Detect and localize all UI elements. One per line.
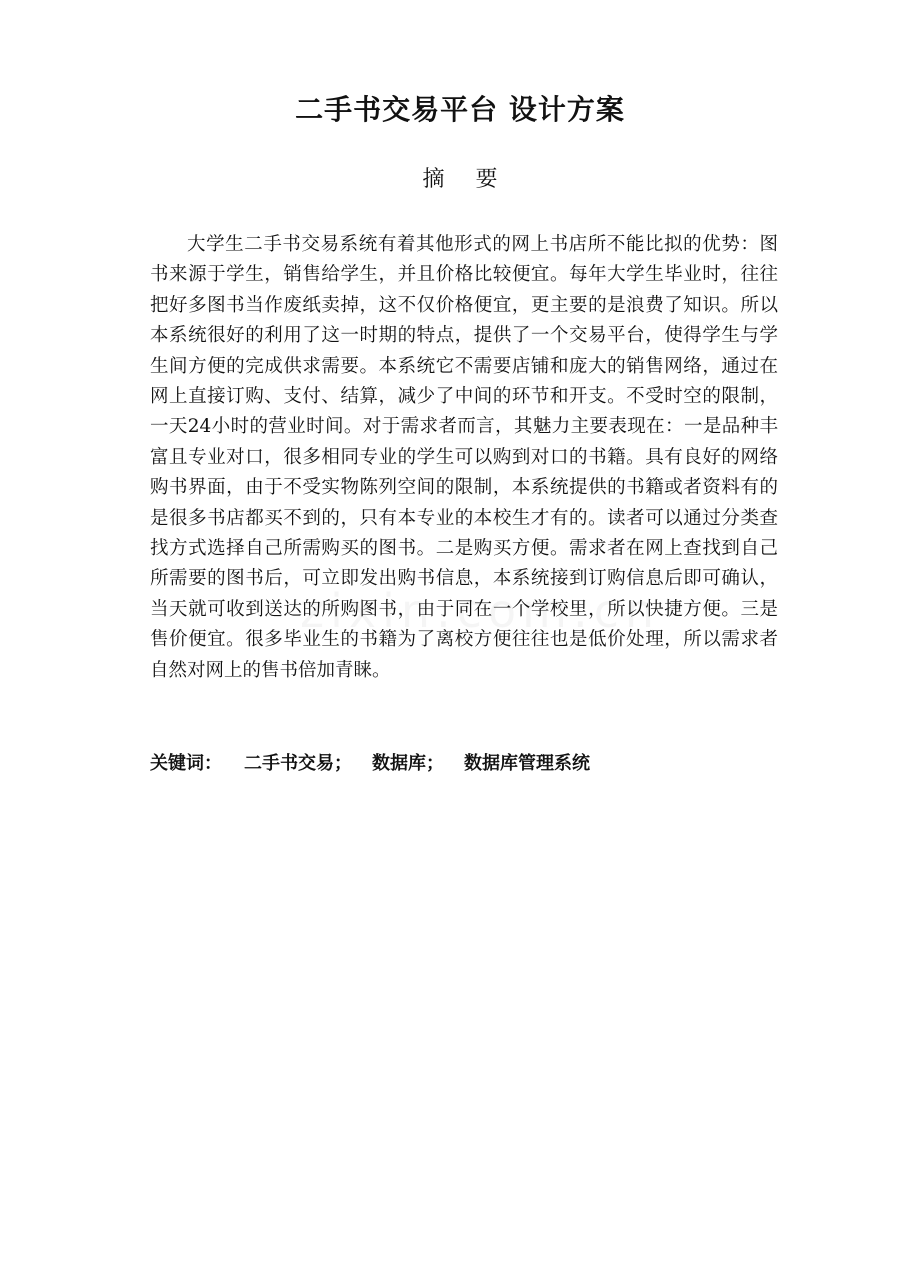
keywords-label: 关键词： — [150, 753, 222, 774]
keyword-item: 二手书交易； — [244, 753, 352, 774]
keyword-item: 数据库； — [372, 753, 444, 774]
keyword-item: 数据库管理系统 — [464, 753, 590, 774]
abstract-body: 大学生二手书交易系统有着其他形式的网上书店所不能比拟的优势：图书来源于学生，销售给学生，并且价格比较便宜。每年大学生毕业时，往往把好多图书当作废纸卖掉，这不仅价格便宜，更主要的是浪费了知识。所以本系统很好的利用了这一时期的特点，提供了一个交易平台，使得学生与学生间方便的完成供求需要。本系统它不需要店铺和庞大的销售网络，通过在网上直接订购、支付、结算，减少了中间的环节和开支。不受时空的限制，一天24小时的营业时间。对于需求者而言，其魅力主要表现在：一是品种丰富且专业对口，很多相同专业的学生可以购到对口的书籍。具有良好的网络购书界面，由于不受实物陈列空间的限制，本系统提供的书籍或者资料有的是很多书店都买不到的，只有本专业的本校生才有的。读者可以通过分类查找方式选择自己所需购买的图书。二是购买方便。需求者在网上查找到自己所需要的图书后，可立即发出购书信息，本系统接到订购信息后即可确认，当天就可收到送达的所购图书，由于同在一个学校里，所以快捷方便。三是售价便宜。很多毕业生的书籍为了离校方便往往也是低价处理，所以需求者自然对网上的售书倍加青睐。 — [150, 234, 778, 681]
document-title: 二手书交易平台 设计方案 — [295, 93, 625, 126]
keywords-line — [150, 749, 778, 779]
abstract-heading: 摘 要 — [422, 167, 510, 192]
